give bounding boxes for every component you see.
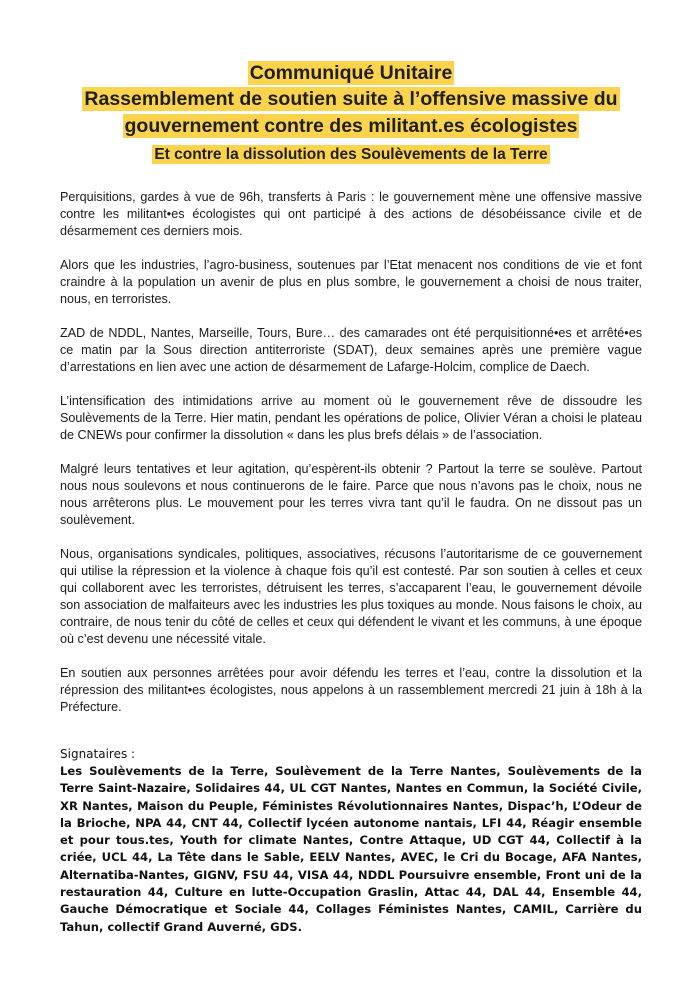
paragraph-searches: Perquisitions, gardes à vue de 96h, transferts à Paris : le gouvernement mène une offensive massive contre les militant•es écologistes qui ont participé à des actions de désobéissance civile et de désarmement ces derniers mois.: [60, 190, 642, 238]
headline-highlight: Rassemblement de soutien suite à l’offensive massive du gouvernement contre des militant.es écologistes: [84, 88, 618, 137]
paragraph-organisations: Nous, organisations syndicales, politiques, associatives, récusons l’autoritarisme de ce gouvernement qui utilise la répression et la violence à chaque fois qu’il est contesté. Par son soutien à celles et ceux qui collaborent avec les terroristes, détruisent les terres, s’accaparent l’eau, le gouvernement dévoile son association de malfaiteurs avec les industries les plus toxiques au monde. Nous faisons le choix, au contraire, de nous tenir du côté de celles et ceux qui défendent le vivant et les communs, à une époque où c’est devenu une nécessité vitale.: [60, 547, 642, 646]
subtitle-highlight: Et contre la dissolution des Soulèvements de la Terre: [154, 146, 548, 163]
title-block: [60, 60, 642, 165]
body-text: [60, 189, 642, 716]
document-subtitle: [60, 144, 642, 165]
paragraph-rally-call: En soutien aux personnes arrêtées pour avoir défendu les terres et l’eau, contre la dissolution et la répression des militant•es écologistes, nous appelons à un rassemblement mercredi 21 juin à 18h à la Préfecture.: [60, 666, 642, 714]
signatories-label: Signataires :: [60, 747, 136, 761]
title-highlight: Communiqué Unitaire: [249, 62, 453, 84]
paragraph-arrests: ZAD de NDDL, Nantes, Marseille, Tours, Bure… des camarades ont été perquisitionné•es et arrêté•es ce matin par la Sous direction antiterroriste (SDAT), deux semaines après une première vague d’arrestations en lien avec une action de désarmement de Lafarge-Holcim, complice de Daech.: [60, 326, 642, 374]
signatories-section: [60, 746, 642, 936]
document-title: [60, 60, 642, 86]
paragraph-industries: Alors que les industries, l’agro-business, soutenues par l’Etat menacent nos conditions de vie et font craindre à la population un avenir de plus en plus sombre, le gouvernement a choisi de nous traiter, nous, en terroristes.: [60, 258, 642, 306]
paragraph-uprising: Malgré leurs tentatives et leur agitation, qu’espèrent-ils obtenir ? Partout la terre se soulève. Partout nous nous soulevons et nous continuerons de le faire. Parce que nous n’avons pas le choix, nous ne nous arrêterons plus. Le mouvement pour les terres vivra tant qu’il le faudra. On ne dissout pas un soulèvement.: [60, 462, 642, 527]
document-headline: [60, 86, 642, 140]
signatories-list: Les Soulèvements de la Terre, Soulèvement de la Terre Nantes, Soulèvements de la Terre Saint-Nazaire, Solidaires 44, UL CGT Nantes, Nantes en Commun, la Société Civile, XR Nantes, Maison du Peuple, Féministes Révolutionnaires Nantes, Dispac’h, L’Odeur de la Brioche, NPA 44, CNT 44, Collectif lycéen autonome nantais, LFI 44, Réagir ensemble et pour tous.tes, Youth for climate Nantes, Contre Attaque, UD CGT 44, Collectif à la criée, UCL 44, La Tête dans le Sable, EELV Nantes, AVEC, le Cri du Bocage, AFA Nantes, Alternatiba-Nantes, GIGNV, FSU 44, VISA 44, NDDL Poursuivre ensemble, Front uni de la restauration 44, Culture en lutte-Occupation Graslin, Attac 44, DAL 44, Ensemble 44, Gauche Démocratique et Sociale 44, Collages Féministes Nantes, CAMIL, Carrière du Tahun, collectif Grand Auverné, GDS.: [60, 764, 642, 934]
paragraph-dissolution: L’intensification des intimidations arrive au moment où le gouvernement rêve de dissoudre les Soulèvements de la Terre. Hier matin, pendant les opérations de police, Olivier Véran a choisi le plateau de CNEWs pour confirmer la dissolution « dans les plus brefs délais » de l’association.: [60, 394, 642, 442]
